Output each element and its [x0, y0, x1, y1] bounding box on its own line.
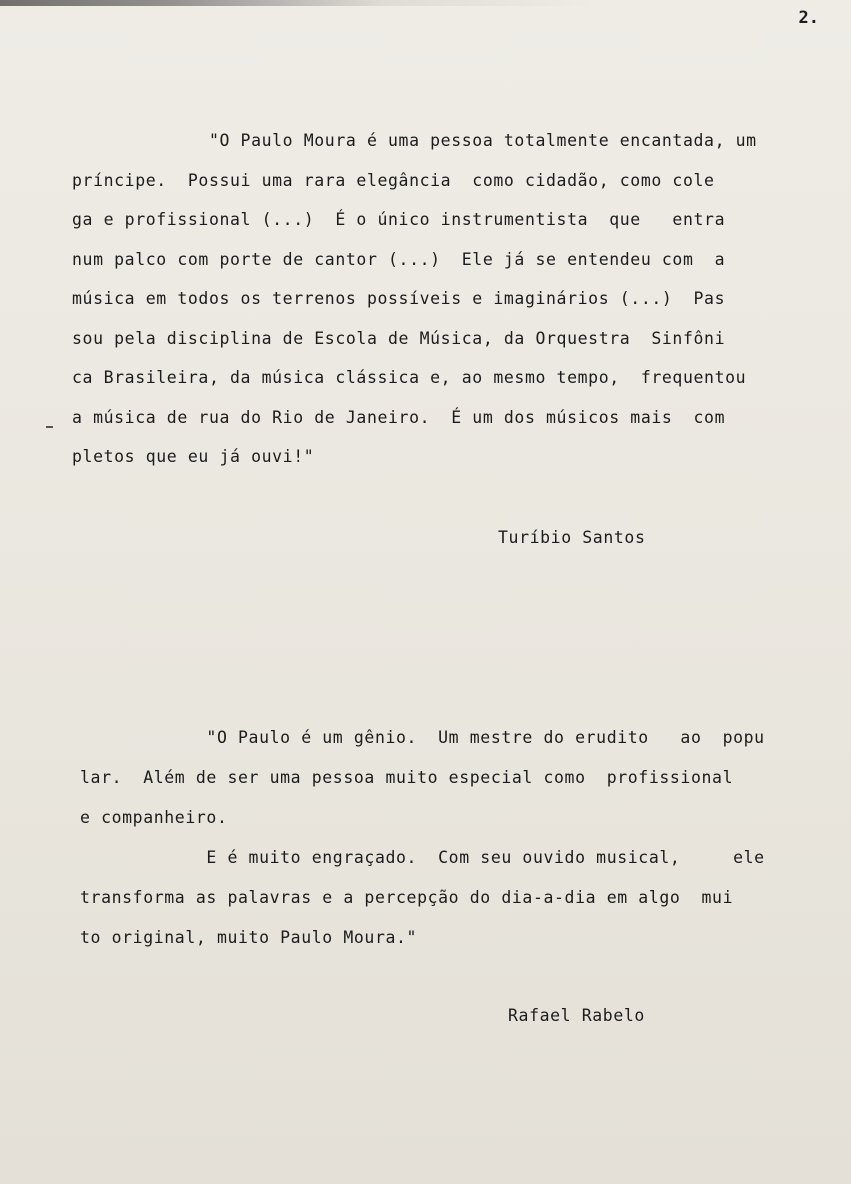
- quote-line: pletos que eu já ouvi!": [72, 447, 315, 466]
- quote-line: transforma as palavras e a percepção do dia-a-dia em algo mui: [80, 888, 734, 907]
- quote-line: to original, muito Paulo Moura.": [80, 928, 418, 947]
- quote-author: Rafael Rabelo: [508, 1006, 645, 1025]
- quote-rafael-rabelo: [80, 718, 835, 958]
- page-number: 2.: [798, 8, 819, 28]
- quote-line: ca Brasileira, da música clássica e, ao mesmo tempo, frequentou: [72, 368, 747, 387]
- quote-turibio-santos: [72, 121, 827, 477]
- quote-line: num palco com porte de cantor (...) Ele já se entendeu com a: [72, 249, 726, 269]
- quote-line: a música de rua do Rio de Janeiro. É um dos músicos mais com: [72, 407, 726, 427]
- quote-line: "O Paulo Moura é uma pessoa totalmente encantada, um: [72, 131, 757, 150]
- scan-edge-shadow: [0, 0, 851, 6]
- quote-line: príncipe. Possui uma rara elegância como cidadão, como cole: [72, 170, 715, 190]
- quote-line: "O Paulo é um gênio. Um mestre do erudito ao popu: [80, 728, 765, 747]
- quote-line: E é muito engraçado. Com seu ouvido musical, ele: [80, 848, 765, 867]
- quote-line: sou pela disciplina de Escola de Música, da Orquestra Sinfôni: [72, 328, 726, 348]
- quote-line: música em todos os terrenos possíveis e imaginários (...) Pas: [72, 289, 726, 308]
- quote-line: ga e profissional (...) É o único instrumentista que entra: [72, 210, 726, 229]
- margin-mark: [46, 426, 53, 428]
- quote-line: lar. Além de ser uma pessoa muito especial como profissional: [80, 768, 734, 787]
- quote-line: e companheiro.: [80, 808, 228, 827]
- quote-author: Turíbio Santos: [498, 528, 646, 547]
